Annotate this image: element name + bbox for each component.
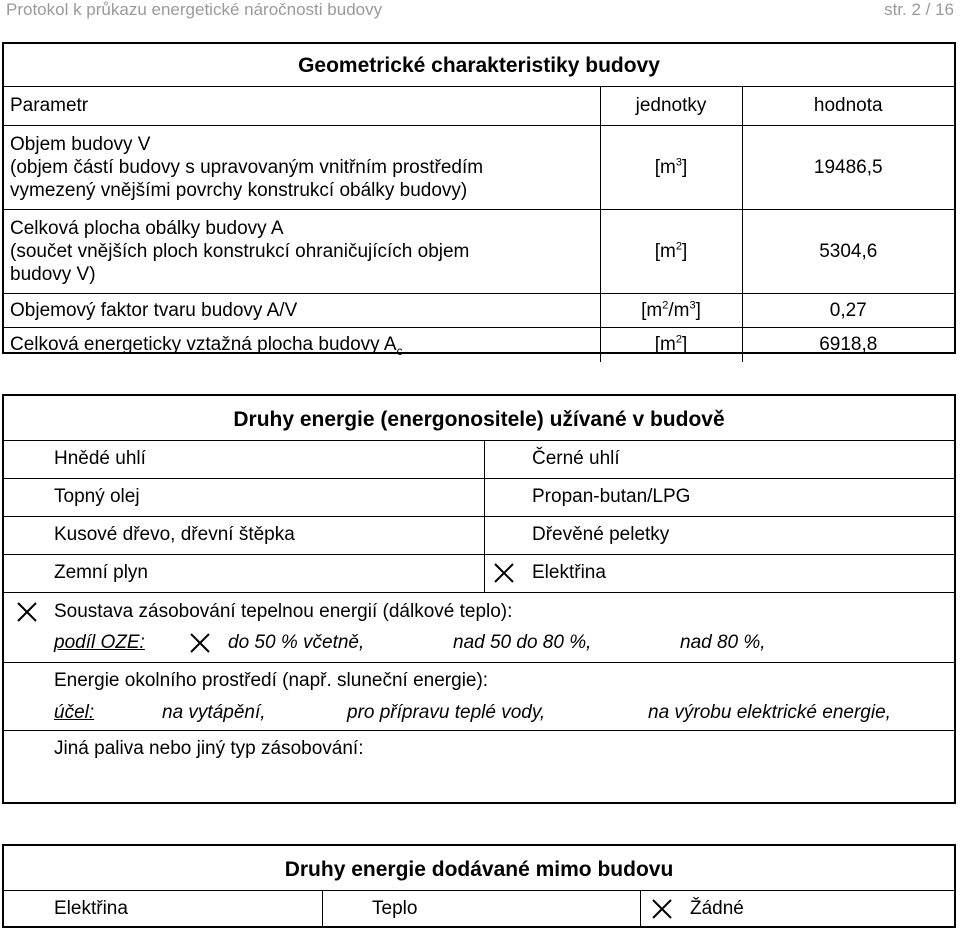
oze-share-label: podíl OZE: [54, 632, 145, 653]
table-row [4, 210, 954, 294]
param-label: Celková energeticky vztažná plocha budovy $A_c$ [4, 328, 600, 362]
outside-title: Druhy energie dodávané mimo budovu [4, 846, 954, 891]
energy-carriers-box [2, 394, 956, 804]
geometry-table [2, 42, 956, 358]
energy-row [4, 554, 954, 593]
energy-title: Druhy energie (energonositele) užívané v budově [4, 396, 954, 441]
oze-option-over-80: nad 80 %, [680, 632, 766, 653]
param-label: Objem budovy V [10, 134, 151, 155]
energy-option-wood: Kusové dřevo, dřevní štěpka [54, 524, 295, 545]
param-label: Objemový faktor tvaru budovy A/V [4, 294, 600, 328]
energy-row [4, 440, 954, 479]
purpose-option-electricity: na výrobu elektrické energie, [648, 702, 891, 723]
outside-energy-box [2, 844, 956, 928]
geometry-grid [4, 86, 954, 362]
unit-cell: $[m^3]$ [600, 126, 742, 210]
param-desc: vymezený vnějšími povrchy konstrukcí obálky budovy) [10, 180, 468, 201]
document-title: Protokol k průkazu energetické náročnosti budovy [6, 0, 383, 19]
unit-cell: $[m^2/m^3]$ [600, 294, 742, 328]
col-header-param: Parametr [4, 87, 600, 126]
energy-row [4, 516, 954, 555]
outside-option-none: Žádné [690, 898, 744, 919]
purpose-option-heating: na vytápění, [162, 702, 266, 723]
oze-option-up-to-50: do 50 % včetně, [228, 632, 365, 653]
district-heating-label: Soustava zásobování tepelnou energií (dálkové teplo): [54, 601, 513, 622]
purpose-label: účel: [54, 702, 95, 723]
oze-option-50-to-80: nad 50 do 80 %, [453, 632, 592, 653]
purpose-option-hot-water: pro přípravu teplé vody, [347, 702, 546, 723]
energy-option-electricity: Elektřina [532, 562, 606, 583]
energy-option-pellets: Dřevěné peletky [532, 524, 670, 545]
table-row [4, 328, 954, 362]
energy-option-natural-gas: Zemní plyn [54, 562, 148, 583]
checkbox-checked-x-icon[interactable] [494, 563, 514, 583]
table-row [4, 294, 954, 328]
unit-cell: $[m^2]$ [600, 328, 742, 362]
energy-option-fuel-oil: Topný olej [54, 486, 140, 507]
value-cell: 5304,6 [742, 210, 954, 294]
outside-option-electricity: Elektřina [54, 898, 128, 919]
checkbox-checked-x-icon[interactable] [190, 633, 210, 653]
value-cell: 6918,8 [742, 328, 954, 362]
checkbox-checked-x-icon[interactable] [17, 602, 37, 622]
value-cell: 0,27 [742, 294, 954, 328]
checkbox-checked-x-icon[interactable] [652, 899, 672, 919]
energy-row [4, 478, 954, 517]
col-header-value: hodnota [742, 87, 954, 126]
table-row [4, 126, 954, 210]
value-cell: 19486,5 [742, 126, 954, 210]
energy-option-lpg: Propan-butan/LPG [532, 486, 691, 507]
geometry-title: Geometrické charakteristiky budovy [4, 44, 954, 87]
col-header-units: jednotky [600, 87, 742, 126]
energy-option-black-coal: Černé uhlí [532, 448, 620, 469]
param-label: Celková plocha obálky budovy A [10, 218, 284, 239]
ambient-energy-label: Energie okolního prostředí (např. sluneční energie): [54, 670, 489, 691]
outside-option-heat: Teplo [372, 898, 418, 919]
param-desc: (součet vnějších ploch konstrukcí ohraničujících objem [10, 241, 470, 262]
param-desc: budovy V) [10, 264, 96, 285]
unit-cell: $[m^2]$ [600, 210, 742, 294]
energy-option-brown-coal: Hnědé uhlí [54, 448, 146, 469]
page-number: str. 2 / 16 [884, 0, 954, 19]
other-fuels-label: Jiná paliva nebo jiný typ zásobování: [54, 738, 364, 759]
param-desc: (objem částí budovy s upravovaným vnitřním prostředím [10, 157, 484, 178]
